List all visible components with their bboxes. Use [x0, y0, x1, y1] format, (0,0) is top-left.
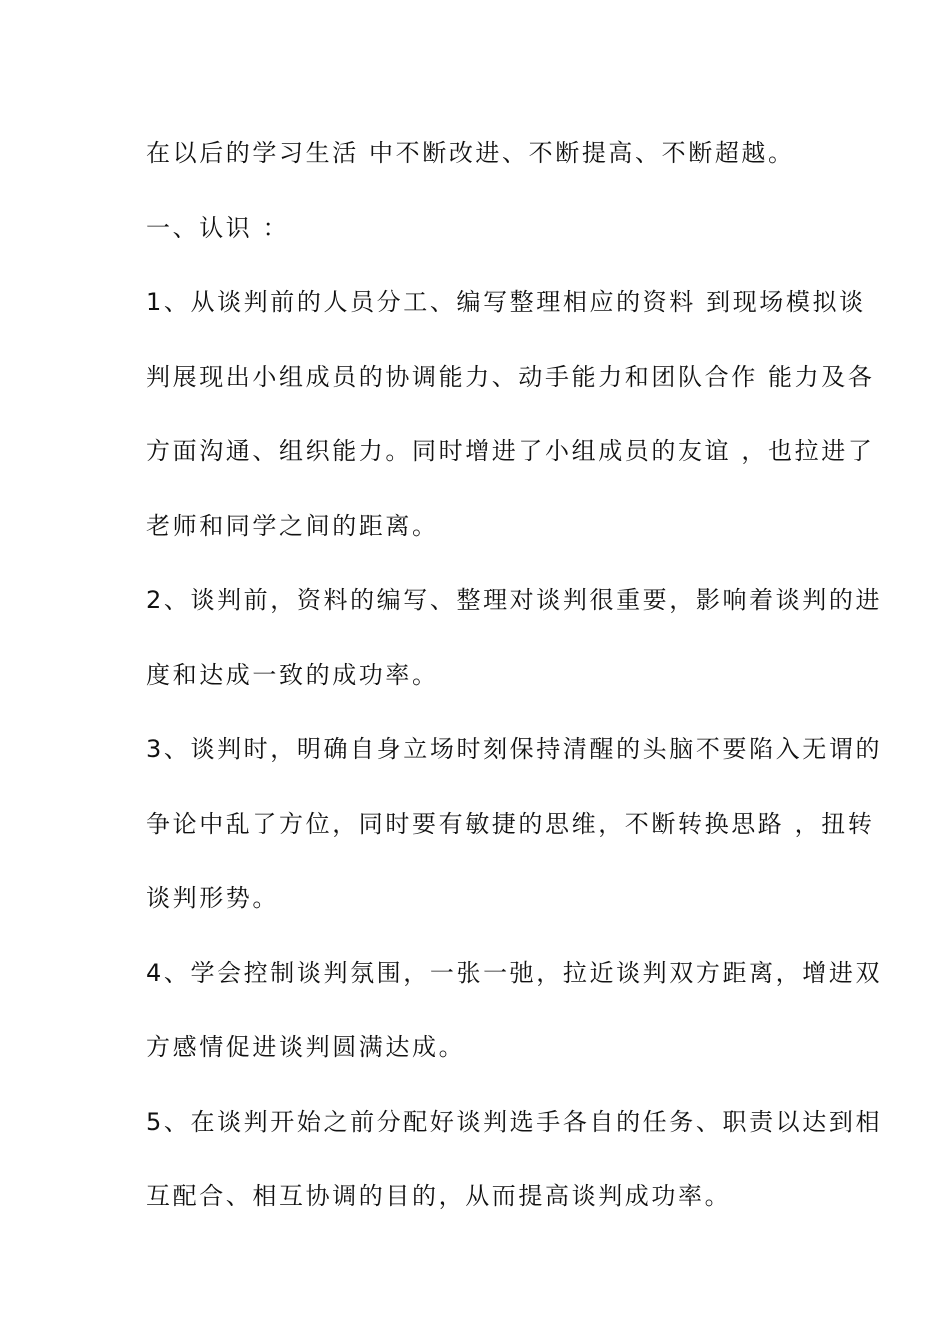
text-line: 谈判形势。 — [146, 884, 279, 912]
text-line: 2、谈判前，资料的编写、整理对谈判很重要，影响着谈判的进 — [146, 586, 883, 614]
text-line: 度和达成一致的成功率。 — [146, 661, 439, 689]
text-line: 1、从谈判前的人员分工、编写整理相应的资料 到现场模拟谈 — [146, 288, 866, 316]
text-line: 争论中乱了方位，同时要有敏捷的思维，不断转换思路 ，扭转 — [146, 810, 875, 838]
text-line: 方感情促进谈判圆满达成。 — [146, 1033, 466, 1061]
text-line: 3、谈判时，明确自身立场时刻保持清醒的头脑不要陷入无谓的 — [146, 735, 883, 763]
text-line: 互配合、相互协调的目的，从而提高谈判成功率。 — [146, 1182, 732, 1210]
text-line: 在以后的学习生活 中不断改进、不断提高、不断超越。 — [146, 139, 795, 167]
section-heading: 一、认识 ： — [146, 214, 290, 242]
text-line: 4、学会控制谈判氛围，一张一弛，拉近谈判双方距离，增进双 — [146, 959, 883, 987]
text-line: 老师和同学之间的距离。 — [146, 512, 439, 540]
text-line: 5、在谈判开始之前分配好谈判选手各自的任务、职责以达到相 — [146, 1108, 883, 1136]
text-line: 方面沟通、组织能力。同时增进了小组成员的友谊 ，也拉进了 — [146, 437, 875, 465]
text-line: 判展现出小组成员的协调能力、动手能力和团队合作 能力及各 — [146, 363, 875, 391]
